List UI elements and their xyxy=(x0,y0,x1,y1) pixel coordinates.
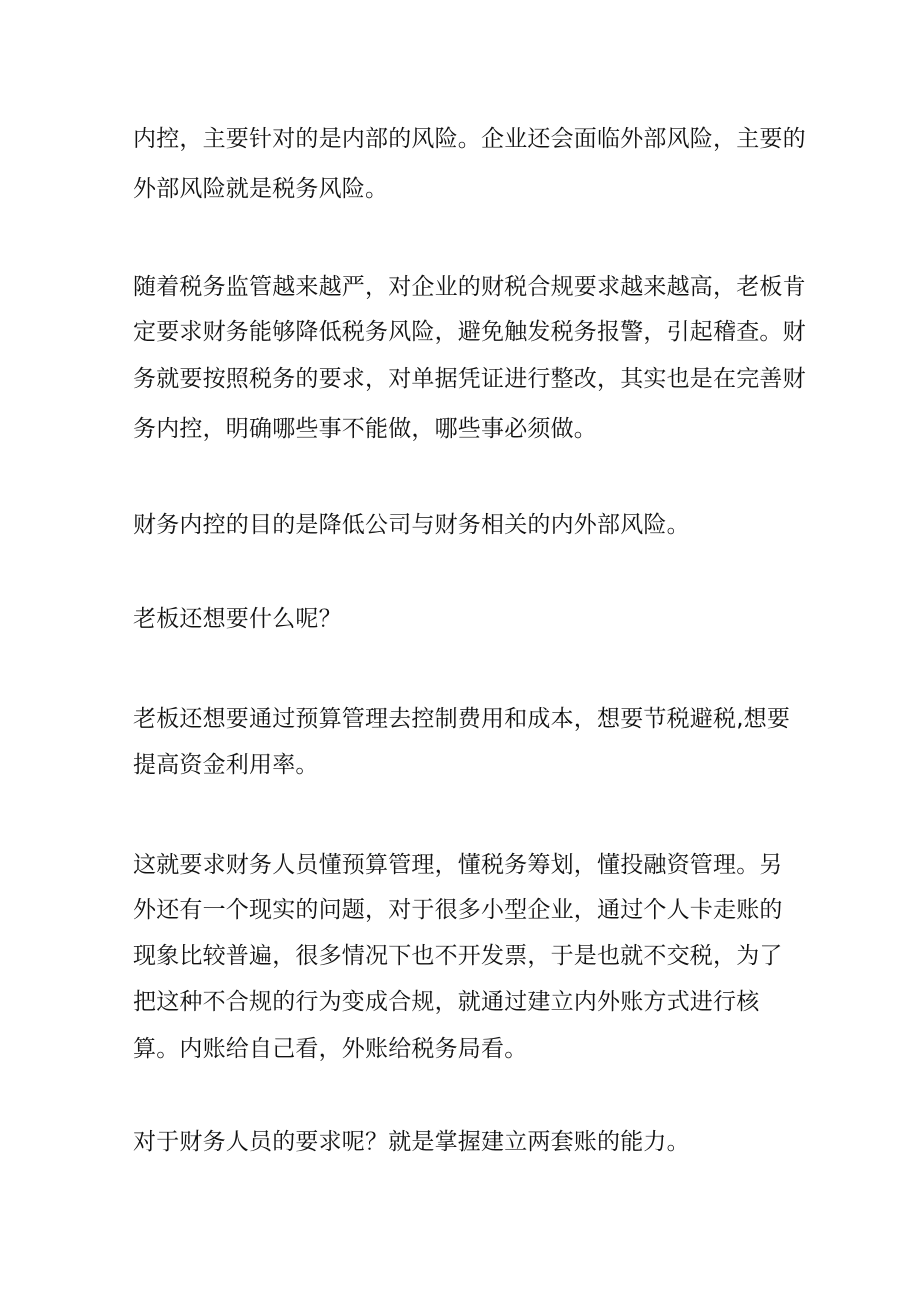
paragraph-5-line-2: 提高资金利用率。 xyxy=(133,752,319,778)
paragraph-4-line-1: 老板还想要什么呢？ xyxy=(133,606,342,632)
paragraph-2-line-4: 务内控，明确哪些事不能做，哪些事必须做。 xyxy=(133,416,597,442)
paragraph-5-line-1: 老板还想要通过预算管理去控制费用和成本，想要节税避税,想要 xyxy=(133,706,791,732)
paragraph-3-line-1: 财务内控的目的是降低公司与财务相关的内外部风险。 xyxy=(133,512,690,538)
paragraph-2-line-1: 随着税务监管越来越严，对企业的财税合规要求越来越高，老板肯 xyxy=(133,274,806,300)
paragraph-6-line-4: 把这种不合规的行为变成合规，就通过建立内外账方式进行核 xyxy=(133,989,760,1015)
paragraph-6-line-3: 现象比较普遍，很多情况下也不开发票，于是也就不交税，为了 xyxy=(133,943,783,969)
paragraph-1-line-1: 内控，主要针对的是内部的风险。企业还会面临外部风险，主要的 xyxy=(133,126,806,152)
paragraph-1-line-2: 外部风险就是税务风险。 xyxy=(133,176,389,202)
paragraph-2-line-2: 定要求财务能够降低税务风险，避免触发税务报警，引起稽查。财 xyxy=(133,319,806,345)
paragraph-6-line-5: 算。内账给自己看，外账给税务局看。 xyxy=(133,1036,528,1062)
paragraph-6-line-2: 外还有一个现实的问题，对于很多小型企业，通过个人卡走账的 xyxy=(133,897,783,923)
paragraph-2-line-3: 务就要按照税务的要求，对单据凭证进行整改，其实也是在完善财 xyxy=(133,366,806,392)
paragraph-7-line-1: 对于财务人员的要求呢？就是掌握建立两套账的能力。 xyxy=(133,1129,690,1155)
paragraph-6-line-1: 这就要求财务人员懂预算管理，懂税务筹划，懂投融资管理。另 xyxy=(133,852,783,878)
